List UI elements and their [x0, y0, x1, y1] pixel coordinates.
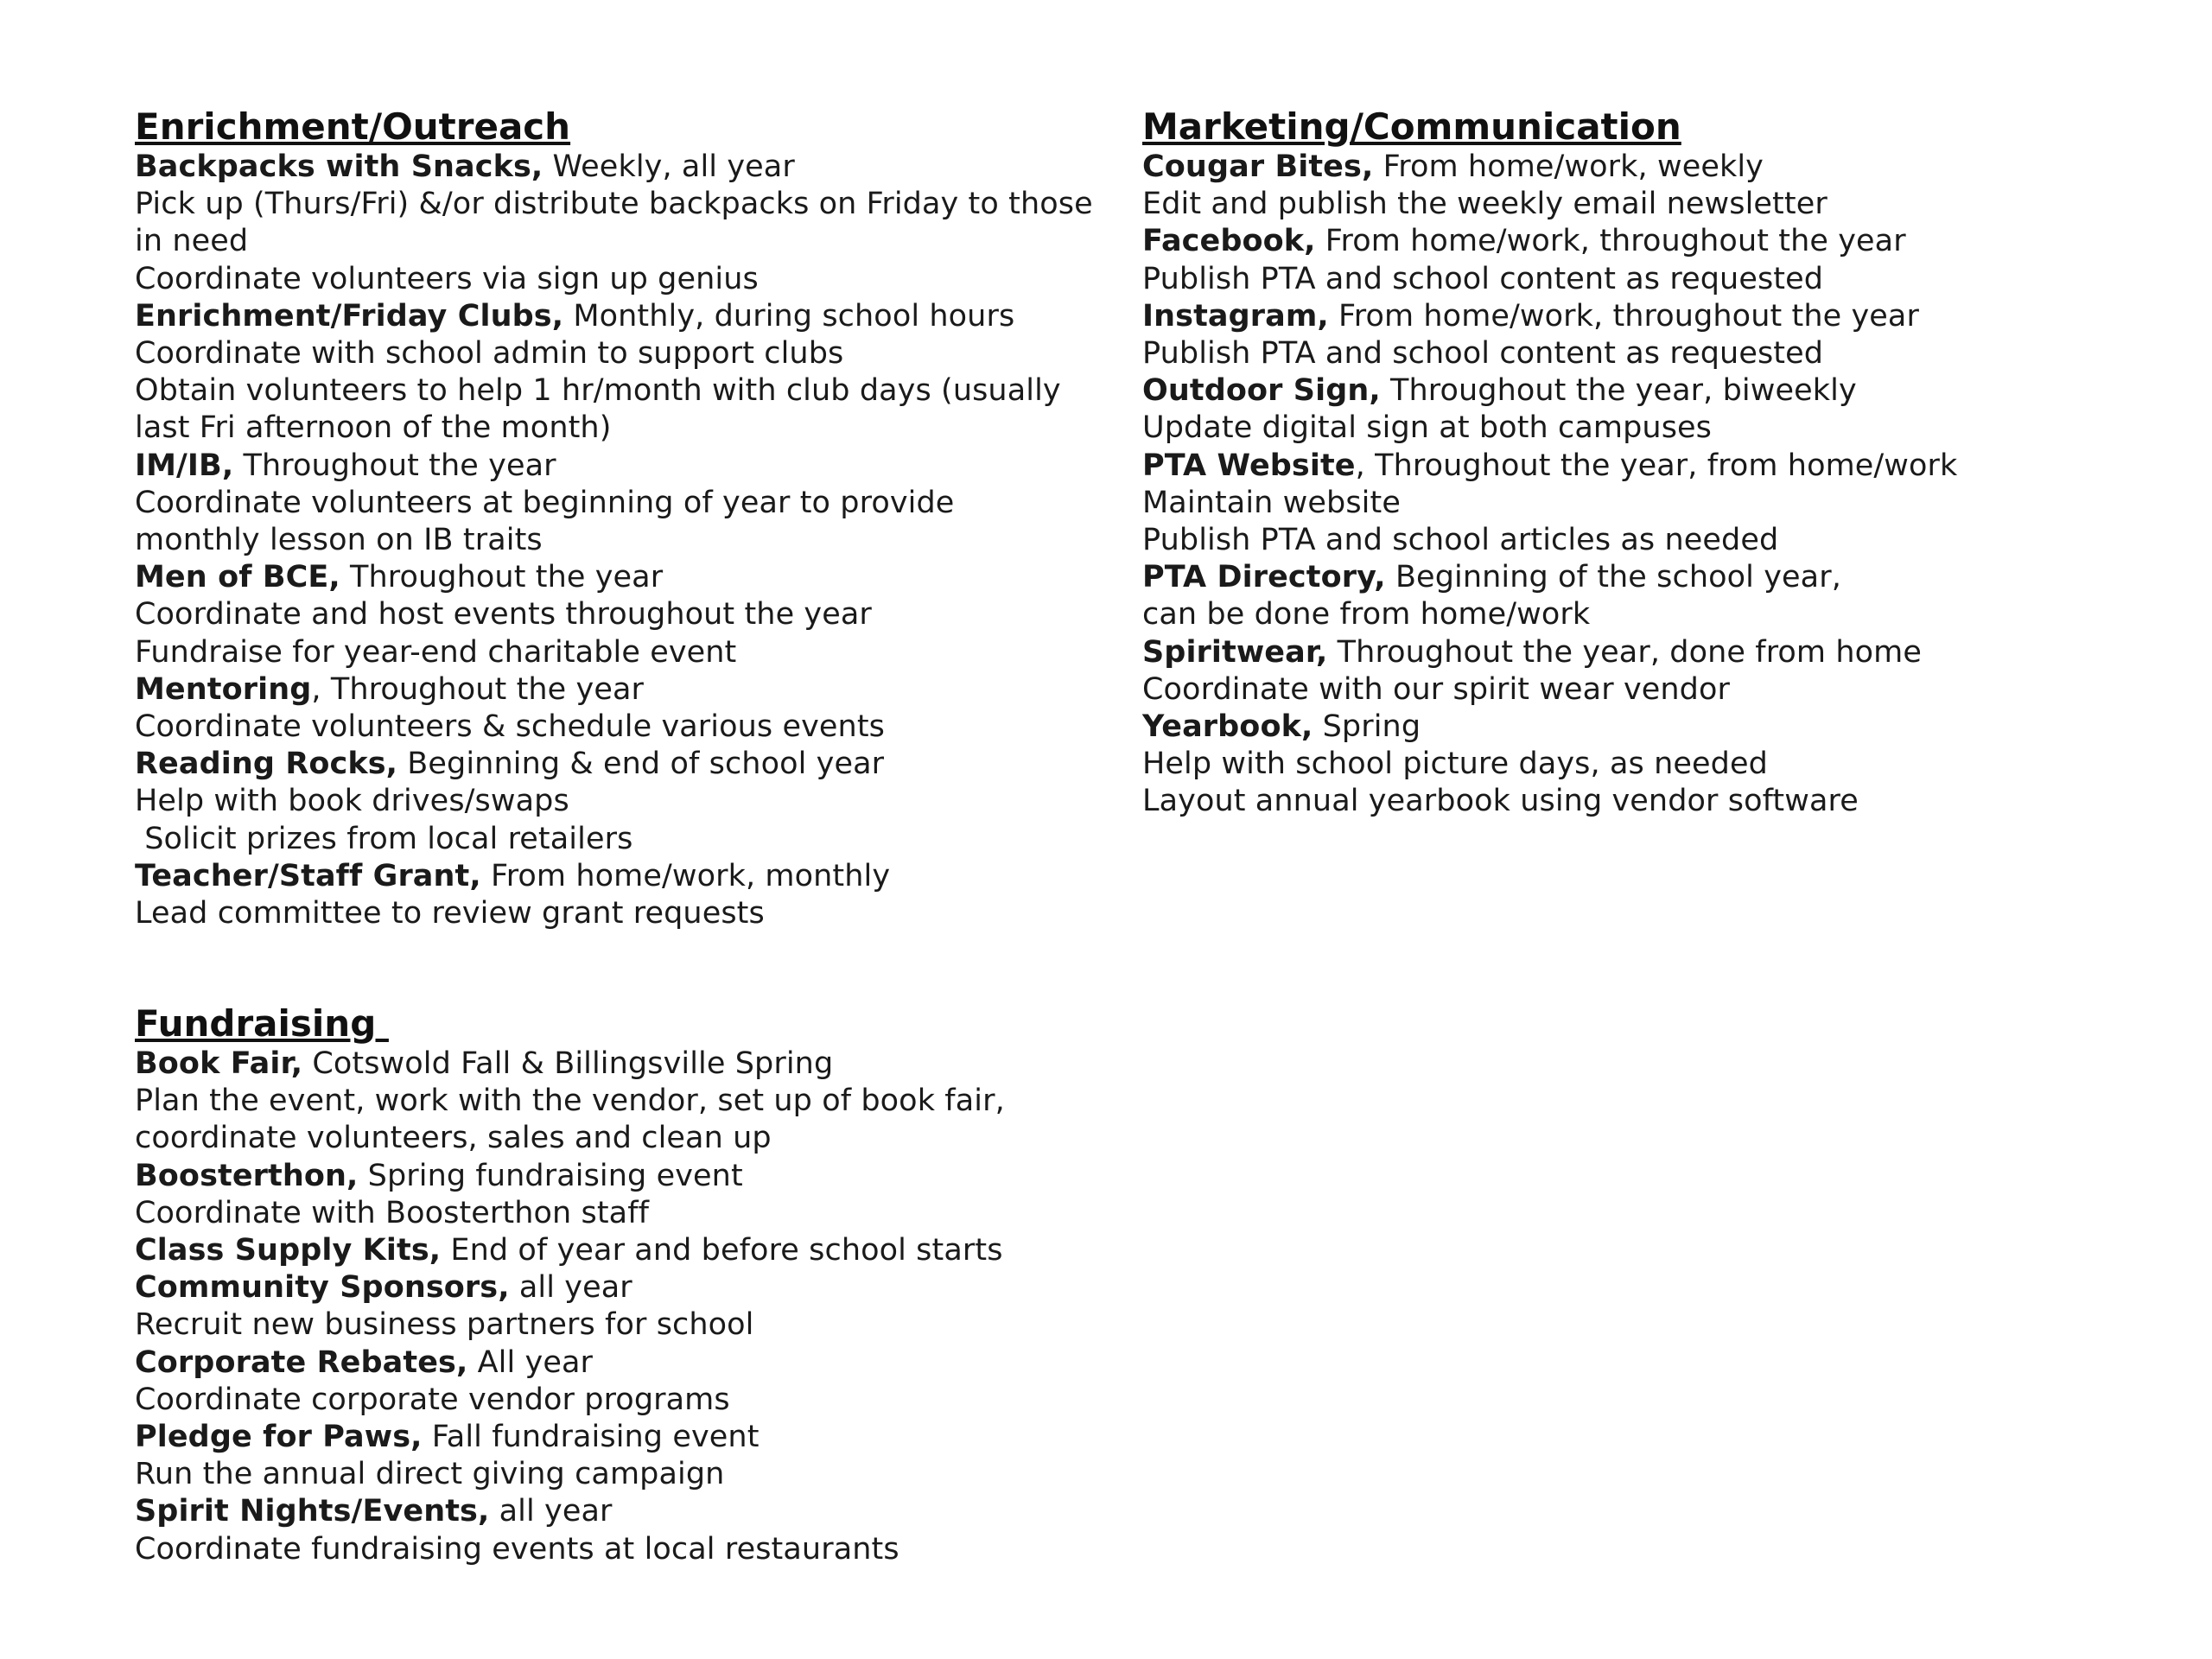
role-description-line: Run the annual direct giving campaign: [135, 1457, 725, 1492]
role-name: Men of BCE,: [135, 560, 340, 595]
role-entry: [135, 559, 1120, 671]
role-name: Cougar Bites,: [1142, 149, 1374, 184]
role-description-line: Coordinate with school admin to support clubs: [135, 336, 844, 372]
role-schedule: Beginning of the school year,: [1385, 560, 1841, 595]
role-description-line: Coordinate with Boosterthon staff: [135, 1195, 650, 1230]
role-schedule: all year: [509, 1270, 632, 1306]
role-schedule: From home/work, throughout the year: [1328, 298, 1919, 334]
role-title-line: [135, 1046, 1120, 1083]
role-name: Reading Rocks,: [135, 747, 398, 782]
role-schedule: Throughout the year: [233, 448, 556, 483]
role-description-line: Coordinate volunteers & schedule various events: [135, 709, 885, 745]
role-entry: [1142, 372, 2179, 447]
role-description-line: Edit and publish the weekly email newsletter: [1142, 187, 1827, 222]
role-schedule: Spring fundraising event: [358, 1158, 743, 1193]
role-description-line: coordinate volunteers, sales and clean up: [135, 1121, 772, 1156]
role-schedule: From home/work, weekly: [1373, 149, 1764, 184]
role-name: Boosterthon,: [135, 1158, 359, 1193]
section-enrichment-outreach: [135, 105, 1120, 932]
role-description-line: last Fri afternoon of the month): [135, 410, 612, 446]
role-name: Teacher/Staff Grant,: [135, 858, 481, 893]
role-title-line: [1142, 149, 2179, 186]
role-name: Yearbook,: [1142, 709, 1313, 745]
role-entry: [135, 448, 1120, 560]
role-schedule: Cotswold Fall & Billingsville Spring: [302, 1046, 834, 1081]
role-entry: [135, 858, 1120, 932]
role-entry: [1142, 448, 2179, 560]
role-schedule: From home/work, throughout the year: [1315, 224, 1906, 259]
role-name: PTA Website: [1142, 448, 1356, 483]
role-entry: [135, 671, 1120, 746]
role-schedule: Monthly, during school hours: [563, 298, 1015, 334]
role-title-line: [135, 298, 1120, 335]
role-schedule: All year: [467, 1344, 594, 1380]
role-entry: [1142, 223, 2179, 297]
role-entry: [1142, 298, 2179, 372]
role-title-line: [135, 1344, 1120, 1382]
role-name: Corporate Rebates,: [135, 1344, 468, 1380]
role-entry: [1142, 634, 2179, 709]
role-schedule: Throughout the year: [340, 560, 664, 595]
role-title-line: [135, 1493, 1120, 1530]
role-title-line: [135, 1232, 1120, 1269]
section-fundraising: [135, 1002, 1120, 1568]
role-name: Facebook,: [1142, 224, 1316, 259]
role-description-line: Coordinate fundraising events at local restaurants: [135, 1531, 899, 1567]
role-description-line: Recruit new business partners for school: [135, 1307, 754, 1343]
role-description-line: Lead committee to review grant requests: [135, 896, 765, 931]
role-description-line: monthly lesson on IB traits: [135, 523, 543, 558]
role-title-line: [135, 1158, 1120, 1195]
role-name: PTA Directory,: [1142, 560, 1386, 595]
role-title-line: [135, 746, 1120, 783]
role-schedule: From home/work, monthly: [480, 858, 891, 893]
role-description-line: Publish PTA and school articles as needed: [1142, 523, 1779, 558]
section-heading: Enrichment/Outreach: [135, 105, 571, 148]
role-name: Class Supply Kits,: [135, 1233, 442, 1268]
role-entry: [135, 1269, 1120, 1344]
role-name: Enrichment/Friday Clubs,: [135, 298, 564, 334]
role-schedule: Spring: [1313, 709, 1421, 745]
role-schedule: Weekly, all year: [543, 149, 795, 184]
role-schedule: all year: [489, 1494, 613, 1529]
role-description-line: Coordinate and host events throughout the year: [135, 597, 872, 632]
role-title-line: [1142, 709, 2179, 746]
role-name: Pledge for Paws,: [135, 1420, 423, 1455]
role-title-line: [135, 448, 1120, 485]
role-title-line: [135, 149, 1120, 186]
role-description-line: Layout annual yearbook using vendor software: [1142, 784, 1859, 819]
role-entry: [135, 1046, 1120, 1158]
role-description-line: Solicit prizes from local retailers: [135, 821, 633, 856]
role-entry: [1142, 149, 2179, 223]
role-description-line: Plan the event, work with the vendor, set up of book fair,: [135, 1084, 1005, 1119]
role-entry: [1142, 709, 2179, 821]
role-title-line: [135, 858, 1120, 895]
role-schedule: Throughout the year, done from home: [1327, 634, 1922, 670]
role-name: Outdoor Sign,: [1142, 373, 1381, 409]
role-schedule: , Throughout the year, from home/work: [1355, 448, 1958, 483]
section-heading: Fundraising: [135, 1002, 389, 1045]
role-entry: [135, 746, 1120, 858]
role-title-line: [1142, 372, 2179, 410]
role-entry: [135, 149, 1120, 298]
role-entry: [135, 1158, 1120, 1232]
role-schedule: Throughout the year, biweekly: [1380, 373, 1857, 409]
role-description-line: Coordinate volunteers via sign up genius: [135, 261, 759, 296]
role-name: Spiritwear,: [1142, 634, 1328, 670]
role-title-line: [135, 671, 1120, 709]
role-description-line: Publish PTA and school content as requested: [1142, 261, 1824, 296]
section-marketing-communication: [1142, 105, 2179, 821]
role-description-line: Help with book drives/swaps: [135, 784, 569, 819]
role-entry: [135, 1344, 1120, 1419]
role-description-line: Help with school picture days, as needed: [1142, 747, 1768, 782]
role-name: Book Fair,: [135, 1046, 303, 1081]
role-description-line: can be done from home/work: [1142, 597, 1591, 632]
role-description-line: in need: [135, 224, 249, 259]
role-description-line: Coordinate volunteers at beginning of year to provide: [135, 485, 955, 520]
role-name: Mentoring: [135, 671, 312, 707]
role-description-line: Publish PTA and school content as requested: [1142, 336, 1824, 372]
role-title-line: [135, 559, 1120, 596]
role-description-line: Maintain website: [1142, 485, 1401, 520]
role-entry: [135, 1419, 1120, 1493]
role-description-line: Coordinate with our spirit wear vendor: [1142, 671, 1730, 707]
role-schedule: Beginning & end of school year: [397, 747, 885, 782]
section-heading: Marketing/Communication: [1142, 105, 1681, 148]
role-name: Community Sponsors,: [135, 1270, 510, 1306]
role-schedule: End of year and before school starts: [441, 1233, 1003, 1268]
role-name: Spirit Nights/Events,: [135, 1494, 490, 1529]
role-title-line: [135, 1419, 1120, 1456]
role-description-line: Coordinate corporate vendor programs: [135, 1382, 730, 1417]
role-description-line: Pick up (Thurs/Fri) &/or distribute backpacks on Friday to those: [135, 187, 1093, 222]
role-title-line: [1142, 298, 2179, 335]
role-description-line: Fundraise for year-end charitable event: [135, 634, 737, 670]
role-entry: [1142, 559, 2179, 633]
role-title-line: [1142, 634, 2179, 671]
role-name: IM/IB,: [135, 448, 234, 483]
role-title-line: [1142, 448, 2179, 485]
role-schedule: , Throughout the year: [311, 671, 645, 707]
role-schedule: Fall fundraising event: [422, 1420, 760, 1455]
role-title-line: [1142, 223, 2179, 260]
role-title-line: [135, 1269, 1120, 1306]
role-title-line: [1142, 559, 2179, 596]
role-entry: [135, 298, 1120, 448]
role-entry: [135, 1232, 1120, 1269]
role-entry: [135, 1493, 1120, 1567]
role-description-line: Update digital sign at both campuses: [1142, 410, 1713, 446]
role-description-line: Obtain volunteers to help 1 hr/month with club days (usually: [135, 373, 1061, 409]
role-name: Backpacks with Snacks,: [135, 149, 543, 184]
role-name: Instagram,: [1142, 298, 1329, 334]
